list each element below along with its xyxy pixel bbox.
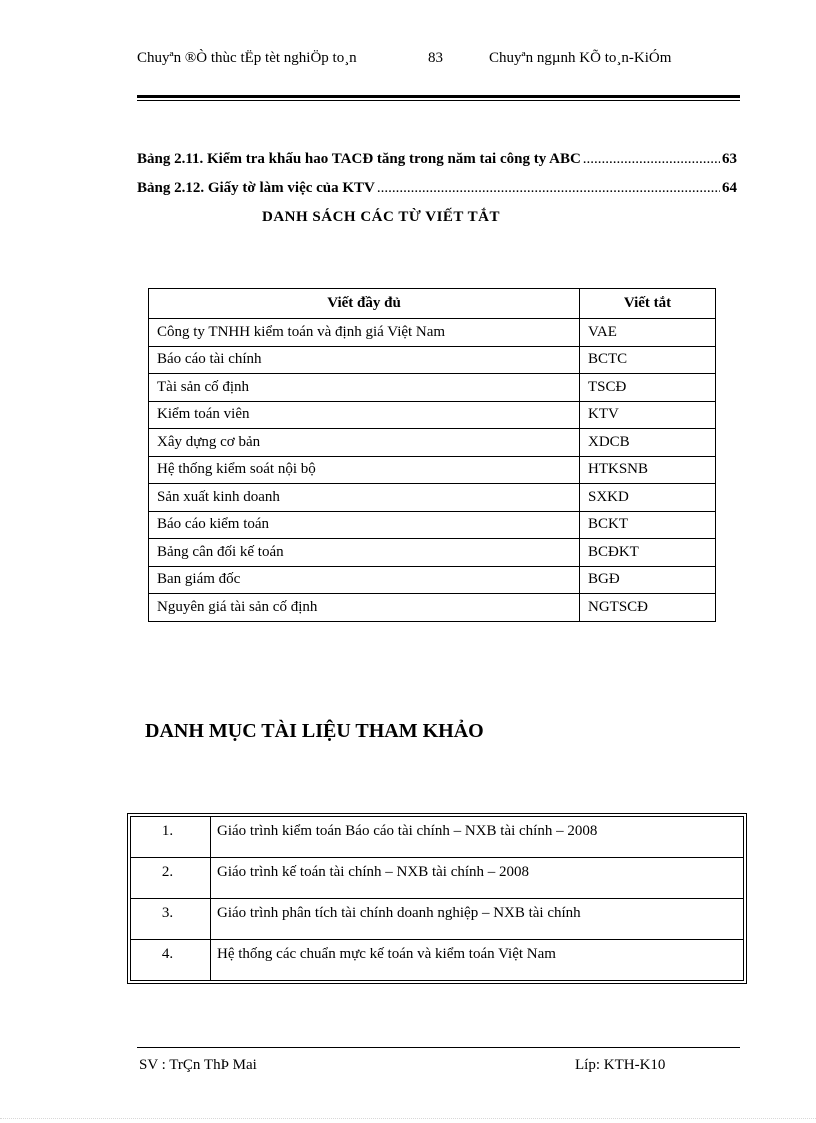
header-rule bbox=[137, 95, 740, 98]
full-term-cell: Sản xuất kinh doanh bbox=[149, 484, 580, 512]
footer-class: Líp: KTH-K10 bbox=[575, 1057, 666, 1073]
full-term-cell: Kiểm toán viên bbox=[149, 401, 580, 429]
table-row bbox=[149, 539, 716, 567]
reference-text-cell: Hệ thống các chuẩn mực kế toán và kiểm toán Việt Nam bbox=[211, 940, 744, 981]
table-row bbox=[131, 940, 744, 981]
abbreviation-cell: KTV bbox=[580, 401, 716, 429]
table-row bbox=[149, 456, 716, 484]
reference-number: 3. bbox=[161, 905, 174, 921]
toc-entry bbox=[137, 151, 737, 173]
toc-leader-dots bbox=[583, 151, 720, 168]
abbreviation-cell: BCKT bbox=[580, 511, 716, 539]
column-header-short: Viết tắt bbox=[580, 289, 716, 319]
reference-text-cell: Giáo trình kế toán tài chính – NXB tài chính – 2008 bbox=[211, 858, 744, 899]
full-term-cell: Bảng cân đối kế toán bbox=[149, 539, 580, 567]
toc-entry-page: 63 bbox=[722, 151, 737, 167]
table-row bbox=[149, 319, 716, 347]
abbreviation-cell: HTKSNB bbox=[580, 456, 716, 484]
reference-text-cell: Giáo trình phân tích tài chính doanh nghiệp – NXB tài chính bbox=[211, 899, 744, 940]
table-row bbox=[131, 899, 744, 940]
full-term-cell: Ban giám đốc bbox=[149, 566, 580, 594]
abbreviation-cell: NGTSCĐ bbox=[580, 594, 716, 622]
full-term-cell: Báo cáo kiểm toán bbox=[149, 511, 580, 539]
abbreviation-cell: TSCĐ bbox=[580, 374, 716, 402]
footer-student-name: SV : TrÇn ThÞ Mai bbox=[139, 1057, 257, 1073]
abbreviations-heading: DANH SÁCH CÁC TỪ VIẾT TẮT bbox=[262, 209, 500, 225]
table-row bbox=[131, 817, 744, 858]
reference-number-cell bbox=[131, 940, 211, 981]
toc-entry-page: 64 bbox=[722, 180, 737, 196]
table-header-row bbox=[149, 289, 716, 319]
table-row bbox=[149, 401, 716, 429]
table-row bbox=[149, 346, 716, 374]
reference-number: 4. bbox=[161, 946, 174, 962]
reference-number: 2. bbox=[161, 864, 174, 880]
full-term-cell: Nguyên giá tài sản cố định bbox=[149, 594, 580, 622]
abbreviations-table bbox=[148, 288, 716, 622]
references-heading: DANH MỤC TÀI LIỆU THAM KHẢO bbox=[145, 720, 484, 742]
abbreviation-cell: BCTC bbox=[580, 346, 716, 374]
table-row bbox=[149, 429, 716, 457]
table-row bbox=[149, 374, 716, 402]
abbreviation-cell: SXKD bbox=[580, 484, 716, 512]
page-bottom-edge bbox=[0, 1118, 816, 1120]
header-page-number: 83 bbox=[428, 50, 443, 66]
full-term-cell: Báo cáo tài chính bbox=[149, 346, 580, 374]
column-header-full: Viết đầy đủ bbox=[149, 289, 580, 319]
table-row bbox=[149, 484, 716, 512]
abbreviation-cell: BCĐKT bbox=[580, 539, 716, 567]
reference-number-cell bbox=[131, 817, 211, 858]
table-row bbox=[149, 594, 716, 622]
toc-entry bbox=[137, 180, 737, 202]
abbreviation-cell: VAE bbox=[580, 319, 716, 347]
toc-leader-dots bbox=[377, 180, 720, 197]
header-right-text: Chuyªn ngµnh KÕ to¸n-KiÓm bbox=[489, 50, 672, 66]
full-term-cell: Xây dựng cơ bản bbox=[149, 429, 580, 457]
toc-entry-title: Bảng 2.12. Giấy tờ làm việc của KTV bbox=[137, 180, 375, 196]
header-rule-thin bbox=[137, 100, 740, 101]
references-table-frame bbox=[127, 813, 747, 984]
full-term-cell: Hệ thống kiểm soát nội bộ bbox=[149, 456, 580, 484]
table-row bbox=[131, 858, 744, 899]
reference-number: 1. bbox=[161, 823, 174, 839]
reference-number-cell bbox=[131, 858, 211, 899]
references-table bbox=[130, 816, 744, 981]
footer-rule bbox=[137, 1047, 740, 1048]
table-row bbox=[149, 511, 716, 539]
table-row bbox=[149, 566, 716, 594]
reference-number-cell bbox=[131, 899, 211, 940]
abbreviation-cell: BGĐ bbox=[580, 566, 716, 594]
toc-entry-title: Bảng 2.11. Kiểm tra khấu hao TACĐ tăng trong năm tai công ty ABC bbox=[137, 151, 581, 167]
full-term-cell: Công ty TNHH kiểm toán và định giá Việt Nam bbox=[149, 319, 580, 347]
header-left-text: Chuyªn ®Ò thùc tËp tèt nghiÖp to¸n bbox=[137, 50, 357, 66]
reference-text-cell: Giáo trình kiểm toán Báo cáo tài chính – NXB tài chính – 2008 bbox=[211, 817, 744, 858]
full-term-cell: Tài sản cố định bbox=[149, 374, 580, 402]
abbreviation-cell: XDCB bbox=[580, 429, 716, 457]
